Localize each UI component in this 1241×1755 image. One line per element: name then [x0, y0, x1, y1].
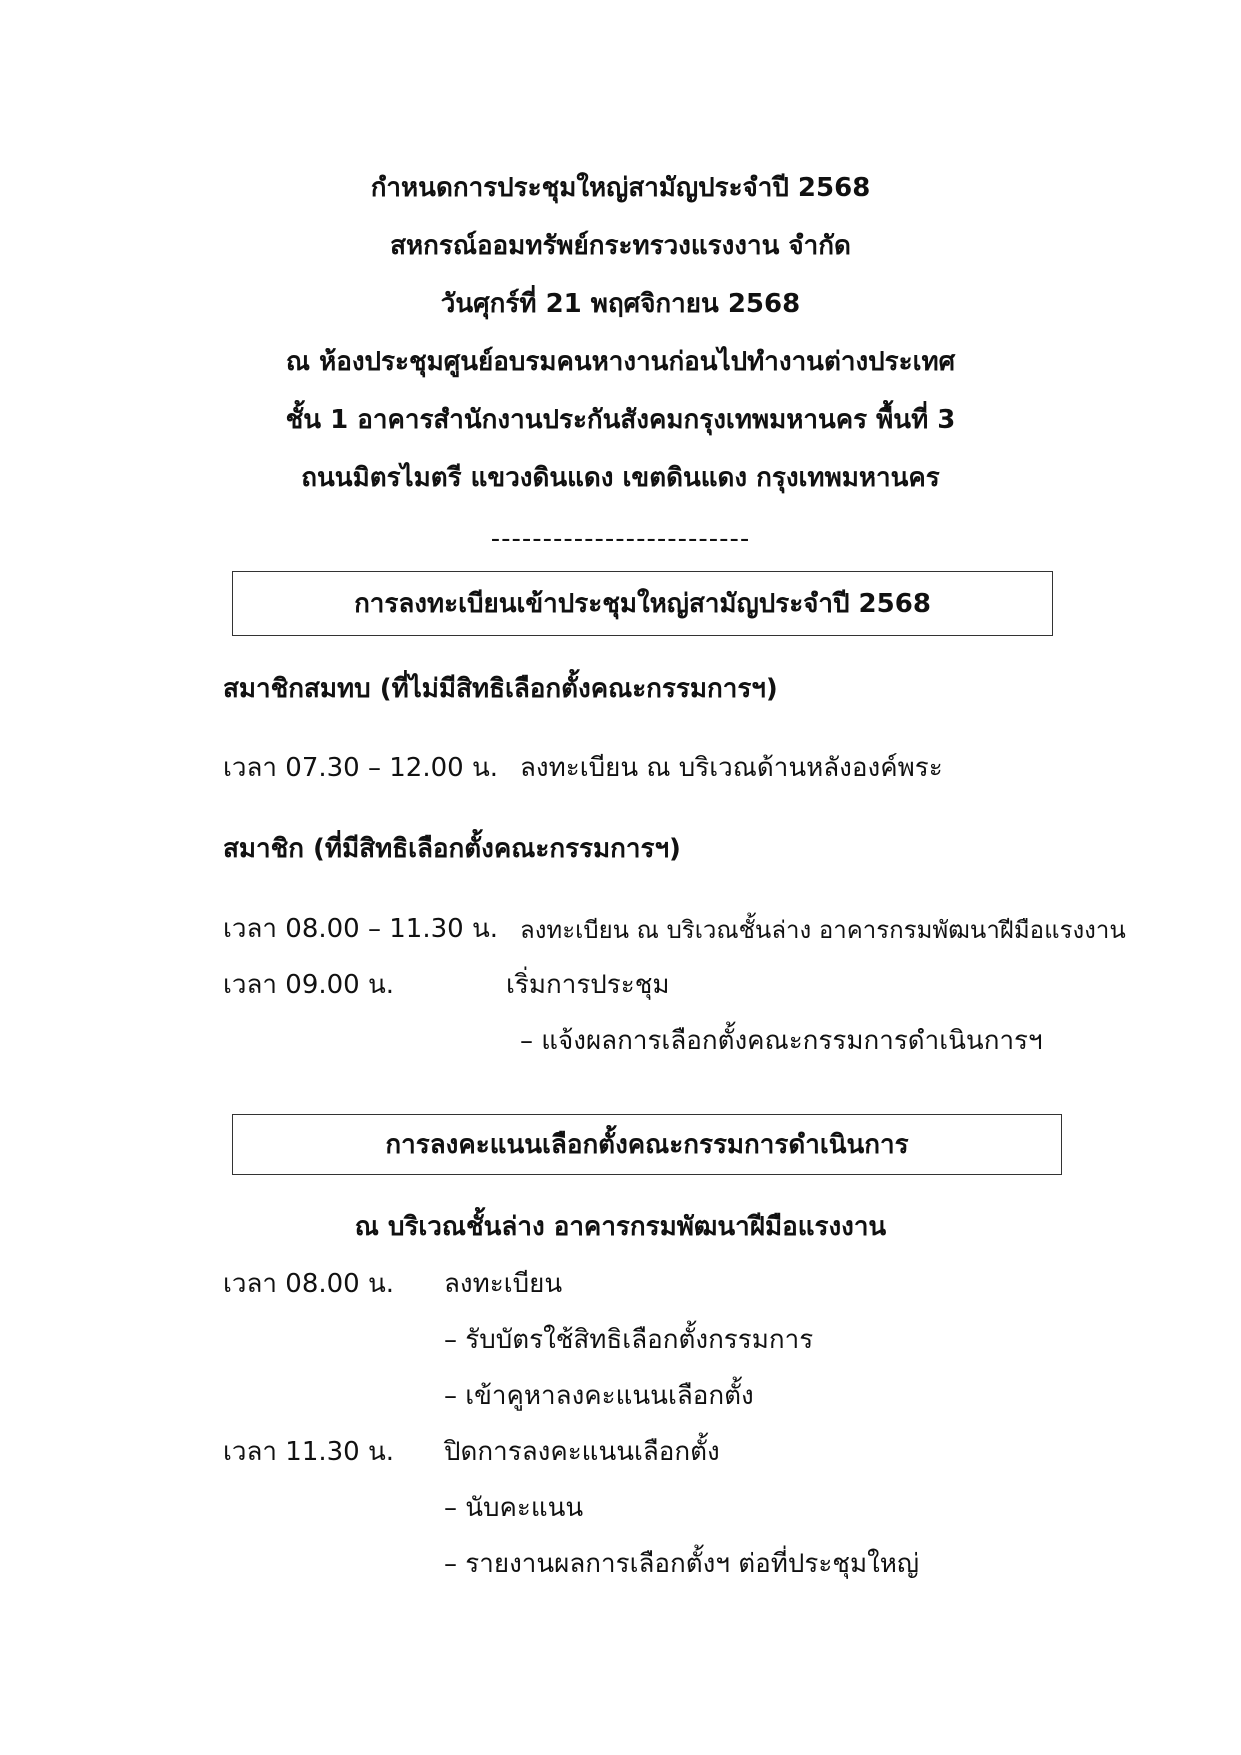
header-line-venue: ณ ห้องประชุมศูนย์อบรมคนหางานก่อนไปทำงานต่างประเทศ [285, 347, 956, 377]
voting-row-desc: ลงทะเบียน [444, 1269, 563, 1299]
voting-row-time: เวลา 11.30 น. [223, 1437, 395, 1467]
associate-row-time: เวลา 07.30 – 12.00 น. [223, 753, 498, 783]
header-line-date: วันศุกร์ที่ 21 พฤศจิกายน 2568 [440, 289, 801, 319]
member-row-time: เวลา 08.00 – 11.30 น. [223, 914, 498, 944]
header-line-title: กำหนดการประชุมใหญ่สามัญประจำปี 2568 [370, 173, 871, 203]
registration-title-box [232, 571, 1053, 636]
voting-title: การลงคะแนนเลือกตั้งคณะกรรมการดำเนินการ [385, 1130, 909, 1160]
voting-row-desc: – นับคะแนน [444, 1493, 584, 1523]
registration-title: การลงทะเบียนเข้าประชุมใหญ่สามัญประจำปี 2568 [354, 589, 931, 619]
member-row-desc: เริ่มการประชุม [506, 970, 670, 1000]
header-line-organization: สหกรณ์ออมทรัพย์กระทรวงแรงงาน จำกัด [390, 231, 851, 261]
associate-row-desc: ลงทะเบียน ณ บริเวณด้านหลังองค์พระ [520, 753, 943, 783]
associate-heading: สมาชิกสมทบ (ที่ไม่มีสิทธิเลือกตั้งคณะกรรมการฯ) [223, 674, 778, 704]
voting-row-desc: – เข้าคูหาลงคะแนนเลือกตั้ง [444, 1381, 754, 1411]
header-line-building: ชั้น 1 อาคารสำนักงานประกันสังคมกรุงเทพมหานคร พื้นที่ 3 [285, 405, 956, 435]
voting-row-desc: – รายงานผลการเลือกตั้งฯ ต่อที่ประชุมใหญ่ [444, 1549, 920, 1579]
voting-title-box [232, 1114, 1062, 1175]
voting-row-time: เวลา 08.00 น. [223, 1269, 395, 1299]
member-row-desc: ลงทะเบียน ณ บริเวณชั้นล่าง อาคารกรมพัฒนาฝีมือแรงงาน [520, 916, 1126, 944]
voting-row-desc: – รับบัตรใช้สิทธิเลือกตั้งกรรมการ [444, 1325, 814, 1355]
header-line-address: ถนนมิตรไมตรี แขวงดินแดง เขตดินแดง กรุงเทพมหานคร [301, 463, 940, 493]
voting-row-desc: ปิดการลงคะแนนเลือกตั้ง [444, 1437, 720, 1467]
header-separator: ------------------------- [490, 524, 751, 554]
voting-location: ณ บริเวณชั้นล่าง อาคารกรมพัฒนาฝีมือแรงงาน [354, 1212, 887, 1242]
member-row-time: เวลา 09.00 น. [223, 970, 395, 1000]
member-row-desc: – แจ้งผลการเลือกตั้งคณะกรรมการดำเนินการฯ [520, 1026, 1043, 1056]
member-heading: สมาชิก (ที่มีสิทธิเลือกตั้งคณะกรรมการฯ) [223, 834, 681, 864]
